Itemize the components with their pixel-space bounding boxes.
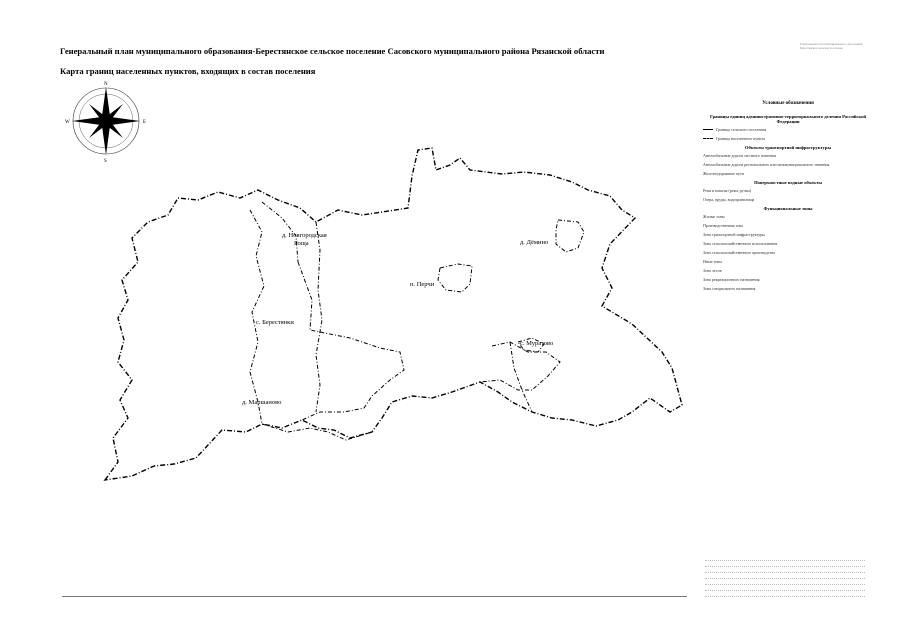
compass-north-label: N — [104, 82, 108, 87]
sheet-bottom-border — [62, 596, 687, 597]
label-dyomino: д. Дёмино — [520, 239, 549, 246]
legend-item: Зона сельскохозяйственного использования — [703, 241, 778, 246]
legend-item: Жилые зоны — [703, 214, 725, 219]
legend-item: Зона специального назначения — [703, 286, 756, 291]
legend-item: Иные зоны — [703, 259, 722, 264]
map-title: Генеральный план муниципального образования-Берестянское сельское поселение Сасовского муниципального района Рязанской области — [60, 46, 605, 56]
legend-section-zones: Функциональные зоны — [763, 206, 813, 211]
boundary-central-line — [316, 222, 322, 412]
boundary-berestyanki — [298, 262, 404, 420]
compass-east-label: E — [143, 120, 147, 125]
legend-item: Реки и каналы (реки, ручьи) — [703, 188, 751, 193]
legend-item: Зона лесов — [703, 268, 722, 273]
map-subtitle: Карта границ населенных пунктов, входящих в состав поселения — [60, 66, 316, 76]
legend-item: Железнодорожные пути — [703, 171, 744, 176]
perchi-boundary — [438, 264, 472, 292]
label-berestyanki: с. Берестянки — [256, 319, 294, 326]
legend-section-transport: Объекты транспортной инфраструктуры — [744, 145, 832, 150]
compass-south-label: S — [104, 159, 107, 164]
map-legend — [703, 98, 873, 295]
boundary-marshanovo — [262, 424, 372, 440]
legend-item: Автомобильные дороги регионального или межмуниципального значения — [703, 162, 830, 167]
legend-item: Граница сельского поселения — [703, 127, 873, 132]
solid-line-swatch — [703, 129, 713, 130]
label-marshanovo: д. Маршаново — [242, 399, 282, 406]
boundary-novgorodskaya-west — [250, 210, 264, 424]
label-novgorodskaya-line2: Роща — [294, 240, 309, 247]
legend-title: Условные обозначения — [762, 101, 814, 106]
dashed-line-swatch — [703, 138, 713, 139]
legend-item: Зона сельскохозяйственного производства — [703, 250, 775, 255]
compass-west-label: W — [65, 120, 70, 125]
label-muratovo: с. Муратово — [520, 340, 554, 347]
dyomino-boundary — [556, 220, 584, 252]
legend-item: Автомобильные дороги местного значения — [703, 153, 777, 158]
legend-item: Зона транспортной инфраструктуры — [703, 232, 765, 237]
label-novgorodskaya-line1: д. Новгородская — [282, 232, 327, 239]
legend-item: Граница населенного пункта — [703, 136, 873, 141]
legend-item: Производственная зона — [703, 223, 743, 228]
legend-item: Зона рекреационного назначения — [703, 277, 760, 282]
settlement-outer-boundary — [105, 148, 682, 480]
label-perchi: п. Перчи — [410, 281, 435, 288]
title-block — [705, 556, 865, 600]
compass-rose — [65, 82, 146, 164]
legend-section-water: Поверхностные водные объекты — [754, 180, 822, 185]
legend-item: Озера, пруды, водохранилища — [703, 197, 755, 202]
boundary-muratovo-inner — [480, 342, 560, 390]
legend-section-boundaries: Границы единиц административно-территориального деления Российской Федерации — [709, 114, 867, 124]
approval-stamp: Генеральный план муниципального образования Берестянское сельское поселение — [800, 42, 863, 51]
